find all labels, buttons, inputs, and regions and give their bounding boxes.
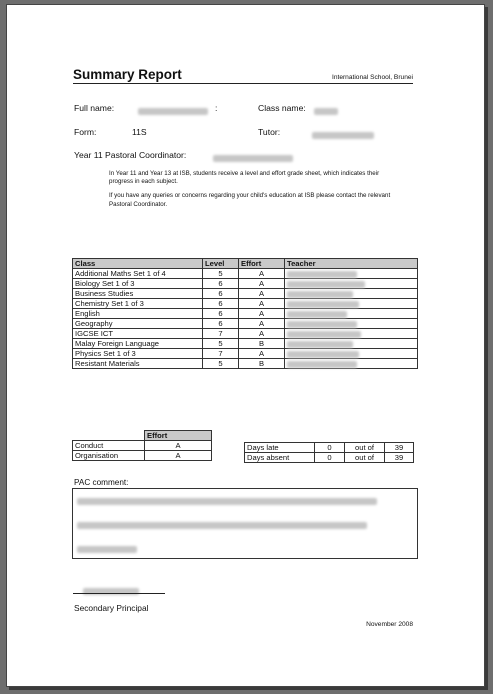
table-row: [73, 451, 212, 461]
coordinator-label: Year 11 Pastoral Coordinator:: [74, 150, 187, 160]
class-cell: Geography: [73, 319, 203, 329]
table-row: [73, 319, 418, 329]
pac-comment-box: [72, 488, 418, 559]
days-late-value: 0: [315, 443, 345, 453]
table-row: [73, 441, 212, 451]
form-label: Form:: [74, 127, 97, 137]
class-cell: Biology Set 1 of 3: [73, 279, 203, 289]
table-row: [245, 443, 414, 453]
days-late-out-of: out of: [345, 443, 385, 453]
table-row: [73, 269, 418, 279]
days-absent-out-of: out of: [345, 453, 385, 463]
intro-paragraph-2: If you have any queries or concerns regarding your child's education at ISB please contact the relevant Pastoral Coordinator.: [109, 192, 391, 208]
effort-cell: A: [239, 319, 285, 329]
effort-cell: A: [239, 279, 285, 289]
header-level: Level: [203, 259, 239, 269]
full-name-colon: :: [215, 103, 218, 113]
class-name-redacted: [314, 103, 338, 121]
teacher-cell: [285, 329, 418, 339]
effort-cell: A: [239, 329, 285, 339]
level-cell: 5: [203, 339, 239, 349]
teacher-redacted: [287, 351, 359, 358]
level-cell: 5: [203, 269, 239, 279]
teacher-cell: [285, 309, 418, 319]
level-cell: 6: [203, 289, 239, 299]
teacher-redacted: [287, 321, 357, 328]
days-late-label: Days late: [245, 443, 315, 453]
teacher-cell: [285, 359, 418, 369]
tutor-redacted: [312, 127, 374, 145]
report-date: November 2008: [366, 621, 413, 628]
effort-cell: A: [239, 309, 285, 319]
teacher-redacted: [287, 281, 365, 288]
days-absent-value: 0: [315, 453, 345, 463]
full-name-redacted: [138, 103, 208, 121]
level-cell: 5: [203, 359, 239, 369]
teacher-cell: [285, 349, 418, 359]
effort-table: [72, 430, 212, 461]
intro-text: [109, 170, 399, 215]
days-late-total: 39: [385, 443, 414, 453]
teacher-cell: [285, 339, 418, 349]
days-absent-total: 39: [385, 453, 414, 463]
teacher-cell: [285, 279, 418, 289]
effort-cell: A: [239, 269, 285, 279]
signature-redacted: [83, 583, 139, 601]
class-cell: Chemistry Set 1 of 3: [73, 299, 203, 309]
level-cell: 6: [203, 309, 239, 319]
level-cell: 6: [203, 279, 239, 289]
teacher-redacted: [287, 331, 361, 338]
class-cell: Malay Foreign Language: [73, 339, 203, 349]
table-row: [73, 289, 418, 299]
teacher-cell: [285, 299, 418, 309]
class-cell: Additional Maths Set 1 of 4: [73, 269, 203, 279]
report-page: [6, 4, 485, 687]
redacted-line: [77, 493, 413, 511]
effort-cell: B: [239, 359, 285, 369]
organisation-value: A: [145, 451, 212, 461]
form-value: 11S: [132, 127, 147, 137]
effort-cell: B: [239, 339, 285, 349]
table-row: [73, 309, 418, 319]
organisation-label: Organisation: [73, 451, 145, 461]
redacted-line: [77, 517, 413, 535]
class-cell: Resistant Materials: [73, 359, 203, 369]
class-name-label: Class name:: [258, 103, 306, 113]
level-cell: 6: [203, 299, 239, 309]
tutor-label: Tutor:: [258, 127, 281, 137]
teacher-redacted: [287, 341, 353, 348]
header-teacher: Teacher: [285, 259, 418, 269]
class-cell: Physics Set 1 of 3: [73, 349, 203, 359]
signature-line: [73, 593, 165, 594]
teacher-redacted: [287, 271, 357, 278]
conduct-label: Conduct: [73, 441, 145, 451]
table-row: [73, 329, 418, 339]
attendance-table: [244, 442, 414, 463]
level-cell: 7: [203, 329, 239, 339]
teacher-redacted: [287, 301, 359, 308]
days-absent-label: Days absent: [245, 453, 315, 463]
school-name: International School, Brunei: [331, 74, 413, 81]
teacher-redacted: [287, 361, 357, 368]
classes-table: [72, 258, 418, 369]
full-name-label: Full name:: [74, 103, 115, 113]
header-effort: Effort: [239, 259, 285, 269]
teacher-redacted: [287, 291, 353, 298]
header-class: Class: [73, 259, 203, 269]
coordinator-redacted: [213, 150, 293, 168]
effort-cell: A: [239, 289, 285, 299]
teacher-cell: [285, 289, 418, 299]
table-row: [73, 359, 418, 369]
table-row: [245, 453, 414, 463]
effort-cell: A: [239, 349, 285, 359]
intro-paragraph-1: In Year 11 and Year 13 at ISB, students receive a level and effort grade sheet, which indicates their progress in each subject.: [109, 170, 380, 186]
class-cell: English: [73, 309, 203, 319]
teacher-cell: [285, 269, 418, 279]
teacher-redacted: [287, 311, 347, 318]
class-cell: Business Studies: [73, 289, 203, 299]
page-title: Summary Report: [73, 67, 182, 82]
classes-table-header: [73, 259, 418, 269]
table-row: [73, 349, 418, 359]
effort-table-corner: [73, 431, 145, 441]
table-row: [73, 299, 418, 309]
effort-cell: A: [239, 299, 285, 309]
table-row: [73, 339, 418, 349]
effort-table-header: Effort: [145, 431, 212, 441]
level-cell: 6: [203, 319, 239, 329]
redacted-line: [77, 541, 413, 559]
teacher-cell: [285, 319, 418, 329]
level-cell: 7: [203, 349, 239, 359]
table-row: [73, 279, 418, 289]
class-cell: IGCSE ICT: [73, 329, 203, 339]
conduct-value: A: [145, 441, 212, 451]
pac-comment-label: PAC comment:: [74, 478, 129, 487]
title-divider: [73, 83, 413, 84]
signature-role: Secondary Principal: [74, 603, 149, 613]
